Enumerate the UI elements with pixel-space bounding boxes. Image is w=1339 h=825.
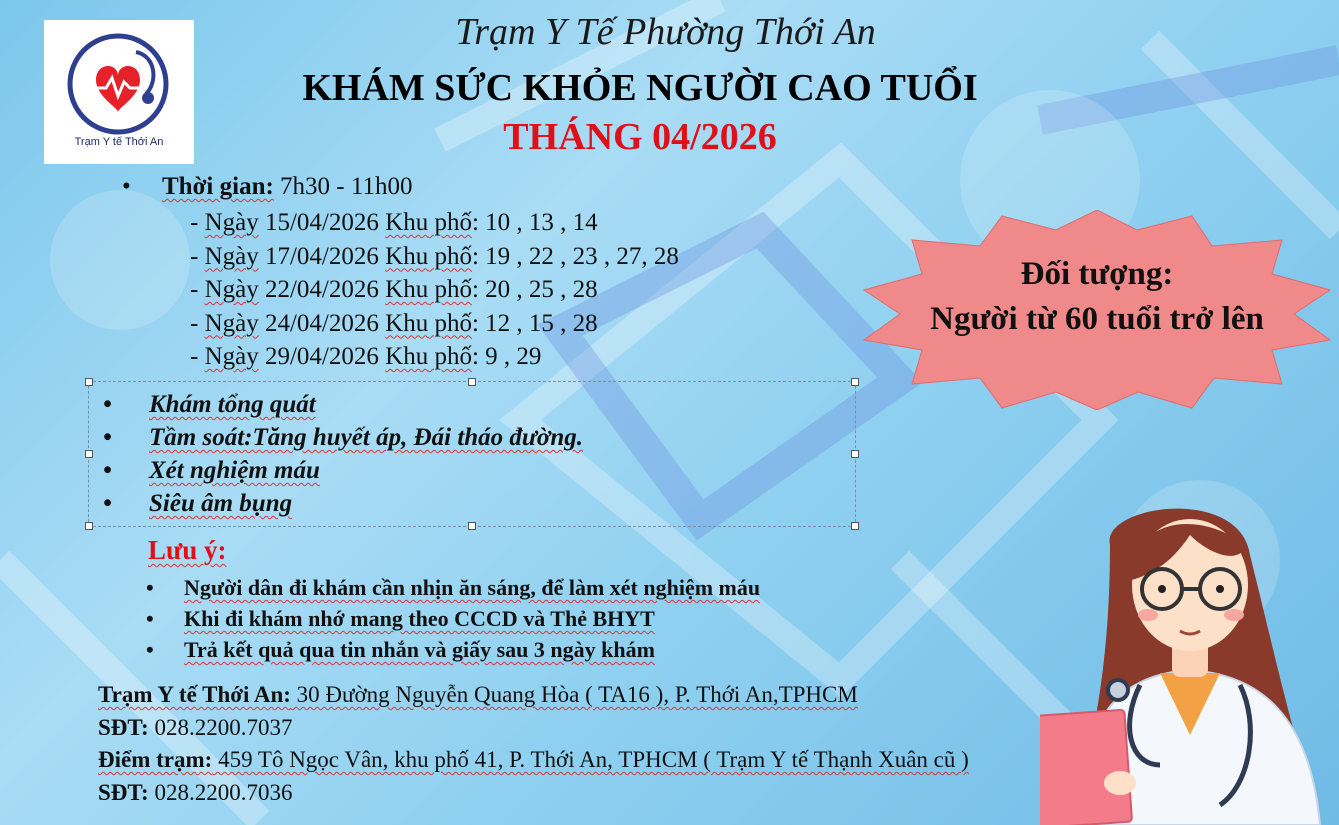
phone-line: SĐT: 028.2200.7036 xyxy=(98,779,293,805)
resize-handle[interactable] xyxy=(85,450,93,458)
list-item: • Siêu âm bụng xyxy=(103,490,293,517)
station-title: Trạm Y Tế Phường Thới An xyxy=(455,11,876,53)
badge-line: Đối tượng: xyxy=(1020,256,1174,292)
badge-text xyxy=(862,252,1332,342)
resize-handle[interactable] xyxy=(851,522,859,530)
schedule-list xyxy=(190,206,679,374)
resize-handle[interactable] xyxy=(468,378,476,386)
list-item: • Xét nghiệm máu xyxy=(103,457,320,484)
time-row xyxy=(122,173,412,201)
schedule-item: - Ngày 17/04/2026 Khu phố: 19 , 22 , 23 , 27, 28 xyxy=(190,242,679,270)
logo-caption: Trạm Y tế Thới An xyxy=(74,136,164,148)
doctor-illustration xyxy=(1040,485,1339,825)
services-list xyxy=(103,388,583,520)
schedule-item: - Ngày 29/04/2026 Khu phố: 9 , 29 xyxy=(190,343,542,370)
contact-block xyxy=(98,679,969,809)
time-label: Thời gian: xyxy=(162,173,274,200)
phone-line: SĐT: 028.2200.7037 xyxy=(98,714,293,740)
list-item: • Người dân đi khám cần nhịn ăn sáng, để làm xét nghiệm máu xyxy=(146,575,761,600)
list-item: • Tầm soát:Tăng huyết áp, Đái tháo đường. xyxy=(103,424,583,451)
resize-handle[interactable] xyxy=(85,522,93,530)
time-value: 7h30 - 11h00 xyxy=(273,173,413,200)
resize-handle[interactable] xyxy=(468,522,476,530)
schedule-item: - Ngày 22/04/2026 Khu phố: 20 , 25 , 28 xyxy=(190,276,598,303)
schedule-item: - Ngày 15/04/2026 Khu phố: 10 , 13 , 14 xyxy=(190,209,598,236)
list-item: • Trả kết quả qua tin nhắn và giấy sau 3 ngày khám xyxy=(146,637,655,662)
resize-handle[interactable] xyxy=(851,378,859,386)
badge-line: Người từ 60 tuổi trở lên xyxy=(930,301,1264,337)
schedule-item: - Ngày 24/04/2026 Khu phố: 12 , 15 , 28 xyxy=(190,309,598,337)
station-address-line: Trạm Y tế Thới An: 30 Đường Nguyễn Quang Hòa ( TA16 ), P. Thới An,TPHCM xyxy=(98,682,858,707)
resize-handle[interactable] xyxy=(85,378,93,386)
resize-handle[interactable] xyxy=(851,450,859,458)
month-title: THÁNG 04/2026 xyxy=(503,116,777,158)
notes-list xyxy=(146,572,760,665)
page-title: KHÁM SỨC KHỎE NGƯỜI CAO TUỔI xyxy=(302,67,978,109)
list-item: • Khám tổng quát xyxy=(103,391,316,418)
bullet-icon: • xyxy=(122,173,131,200)
list-item: • Khi đi khám nhớ mang theo CCCD và Thẻ BHYT xyxy=(146,606,655,631)
services-textbox[interactable] xyxy=(88,381,856,527)
notes-title: Lưu ý: xyxy=(148,535,227,565)
point-address-line: Điểm trạm: 459 Tô Ngọc Vân, khu phố 41, P. Thới An, TPHCM ( Trạm Y tế Thạnh Xuân cũ ) xyxy=(98,747,969,772)
